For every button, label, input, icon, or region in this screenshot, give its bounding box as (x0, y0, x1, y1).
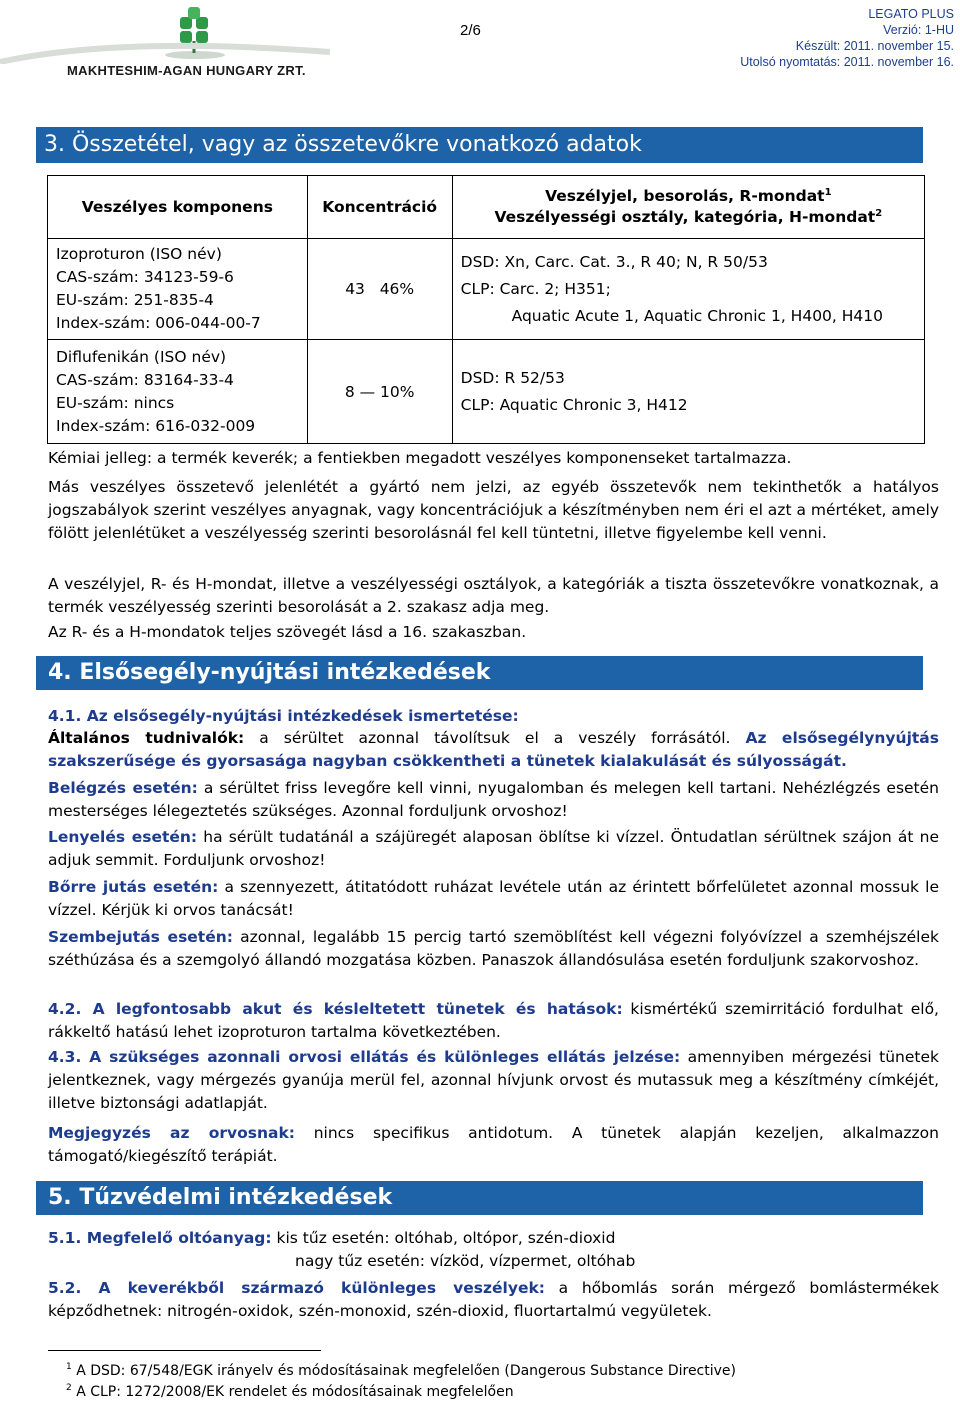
chemical-nature-note: Kémiai jelleg: a termék keverék; a fentiekben megadott veszélyes komponenseket tartalmazza. (48, 449, 792, 467)
ingestion-text: ha sérült tudatánál a szájüregét alaposan öblítse ki vízzel. Öntudatlan sérültnek szájon át ne adjuk semmit. Forduljunk orvoshoz! (48, 828, 939, 869)
inhalation-text: a sérültet friss levegőre kell vinni, nyugalomban és melegen kell tartani. Nehézlégzés esetén mesterséges lélegeztetés szükséges. Azonnal forduljunk orvoshoz! (48, 779, 939, 820)
general-advice (48, 727, 939, 773)
eye-contact-label: Szembejutás esetén: (48, 928, 233, 946)
section-3-title: 3. Összetétel, vagy az összetevőkre vonatkozó adatok (44, 132, 642, 157)
eu-number: EU-szám: nincs (56, 393, 175, 412)
footnote-number: 1 (66, 1362, 72, 1372)
inhalation-advice (48, 777, 939, 823)
footnote-2 (66, 1383, 514, 1401)
component-cell (48, 340, 308, 444)
header-classification (452, 176, 924, 239)
section-5-2-text: a hőbomlás során mérgező bomlástermékek képződhetnek: nitrogén-oxidok, szén-monoxid, szén-dioxid, fluortartalmú vegyületek. (48, 1279, 939, 1320)
section-4-3 (48, 1046, 939, 1115)
created-date: Készült: 2011. november 15. (795, 39, 954, 53)
note-to-physician-label: Megjegyzés az orvosnak: (48, 1124, 295, 1142)
skin-contact-text: a szennyezett, átitatódott ruházat levétele után az érintett bőrfelületet azonnal mossuk le vízzel. Kérjük ki orvos tanácsát! (48, 878, 939, 919)
section-4-2 (48, 998, 939, 1044)
section-4-title-bar (36, 656, 923, 690)
note-to-physician (48, 1122, 939, 1168)
table-row (48, 239, 925, 340)
section-5-title-bar (36, 1181, 923, 1215)
section-4-3-label: 4.3. A szükséges azonnali orvosi ellátás és különleges ellátás jelzése: (48, 1048, 681, 1066)
cas-number: CAS-szám: 83164-33-4 (56, 370, 234, 389)
footnote-text: A DSD: 67/548/EGK irányelv és módosításainak megfelelően (Dangerous Substance Directive) (76, 1363, 736, 1379)
version: Verzió: 1-HU (883, 23, 954, 37)
general-advice-text: a sérültet azonnal távolítsuk el a veszély forrásától. (244, 729, 746, 747)
section-5-1-large-fire: nagy tűz esetén: vízköd, vízpermet, oltóhab (295, 1252, 636, 1270)
product-name: LEGATO PLUS (868, 7, 954, 21)
eu-number: EU-szám: 251-835-4 (56, 291, 214, 309)
footnote-text: A CLP: 1272/2008/EK rendelet és módosításainak megfelelően (76, 1384, 514, 1400)
skin-contact-label: Bőrre jutás esetén: (48, 878, 219, 896)
section-5-title: 5. Tűzvédelmi intézkedések (48, 1185, 393, 1210)
page-number: 2/6 (460, 22, 481, 39)
section-5-2-label: 5.2. A keverékből származó különleges veszélyek: (48, 1279, 545, 1297)
section-4-3-text: amennyiben mérgezési tünetek jelentkeznek, vagy mérgezés gyanúja merül fel, azonnal hívjunk orvost és mutassuk meg a készítmény címkéjét, illetve biztonsági adatlapját. (48, 1048, 939, 1112)
components-table (47, 175, 925, 444)
classification-cell (452, 239, 924, 340)
footnote-divider (48, 1350, 321, 1351)
component-name: Diflufenikán (ISO név) (56, 347, 227, 366)
section-4-2-label: 4.2. A legfontosabb akut és késleltetett tünetek és hatások: (48, 1000, 623, 1018)
full-text-note: Az R- és a H-mondatok teljes szövegét lásd a 16. szakaszban. (48, 623, 527, 641)
index-number: Index-szám: 006-044-00-7 (56, 314, 261, 332)
section-4-title: 4. Elsősegély-nyújtási intézkedések (48, 660, 491, 685)
classification-cell (452, 340, 924, 444)
note-to-physician-text: nincs specifikus antidotum. A tünetek alapján kezeljen, alkalmazzon támogató/kiegészítő terápiát. (48, 1124, 939, 1165)
eye-contact-text: azonnal, legalább 15 percig tartó szemöblítést kell végezni folyóvízzel a szemhéjszélek széthúzása és a szemgolyó állandó mozgatása közben. Panaszok állandósulása esetén forduljunk szakorvoshoz. (48, 928, 939, 969)
general-advice-emphasis: Az elsősegélynyújtás szakszerűsége és gyorsasága nagyban csökkentheti a tünetek kialakulását és súlyosságát. (48, 729, 939, 770)
clp-classification-cont: Aquatic Acute 1, Aquatic Chronic 1, H400, H410 (511, 306, 884, 325)
clp-classification: CLP: Aquatic Chronic 3, H412 (460, 395, 688, 414)
ingestion-advice (48, 826, 939, 872)
section-5-1-label: 5.1. Megfelelő oltóanyag: (48, 1229, 272, 1247)
index-number: Index-szám: 616-032-009 (56, 416, 256, 435)
concentration-cell: 43 46% (307, 239, 452, 340)
classification-note: A veszélyjel, R- és H-mondat, illetve a veszélyességi osztályok, a kategóriák a tiszta összetevőkre vonatkoznak, a termék veszélyesség szerinti besorolását a 2. szakasz adja meg. (48, 575, 939, 616)
clp-classification: CLP: Carc. 2; H351; (460, 279, 611, 298)
header-classification-line1: Veszélyjel, besorolás, R-mondat (545, 187, 825, 205)
header-component: Veszélyes komponens (48, 176, 308, 239)
ingestion-label: Lenyelés esetén: (48, 828, 198, 846)
component-name: Izoproturon (ISO név) (56, 245, 222, 263)
inhalation-label: Belégzés esetén: (48, 779, 198, 797)
section-5-1-small-fire: kis tűz esetén: oltóhab, oltópor, szén-dioxid (271, 1229, 616, 1247)
section-5-1 (48, 1227, 939, 1250)
table-header-row (48, 176, 925, 239)
other-components-note: Más veszélyes összetevő jelenlétét a gyártó nem jelzi, az egyéb összetevők nem tekinthetők a hatályos jogszabályok szerint veszélyes anyagnak, vagy koncentrációjuk a készítményben nem éri el azt a mértéket, amely fölött jelenlétüket a veszélyesség szerinti besorolásnál fel kell tüntetni, illetve figyelembe kell venni. (48, 478, 939, 542)
table-row (48, 340, 925, 444)
section-3-title-bar (36, 127, 923, 163)
section-4-2-text: kismértékű szemirritáció fordulhat elő, rákkeltő hatású lehet izoproturon tartalma következtében. (48, 1000, 939, 1041)
section-5-2 (48, 1277, 939, 1323)
concentration-cell: 8 — 10% (307, 340, 452, 444)
printed-date: Utolsó nyomtatás: 2011. november 16. (740, 55, 954, 69)
dsd-classification: DSD: Xn, Carc. Cat. 3., R 40; N, R 50/53 (460, 252, 768, 271)
footnote-ref-2: 2 (875, 208, 883, 219)
component-cell (48, 239, 308, 340)
footnote-1 (66, 1362, 736, 1380)
footnote-number: 2 (66, 1383, 72, 1393)
general-advice-label: Általános tudnivalók: (48, 729, 245, 747)
skin-contact-advice (48, 876, 939, 922)
cas-number: CAS-szám: 34123-59-6 (56, 268, 234, 286)
header-classification-line2: Veszélyességi osztály, kategória, H-mondat (494, 208, 876, 226)
header-concentration: Koncentráció (307, 176, 452, 239)
company-name: MAKHTESHIM-AGAN HUNGARY ZRT. (67, 63, 306, 78)
footnote-ref-1: 1 (824, 187, 832, 198)
eye-contact-advice (48, 926, 939, 972)
document-meta (740, 6, 954, 70)
dsd-classification: DSD: R 52/53 (460, 368, 565, 387)
section-4-1-heading: 4.1. Az elsősegély-nyújtási intézkedések ismertetése: (48, 707, 519, 725)
